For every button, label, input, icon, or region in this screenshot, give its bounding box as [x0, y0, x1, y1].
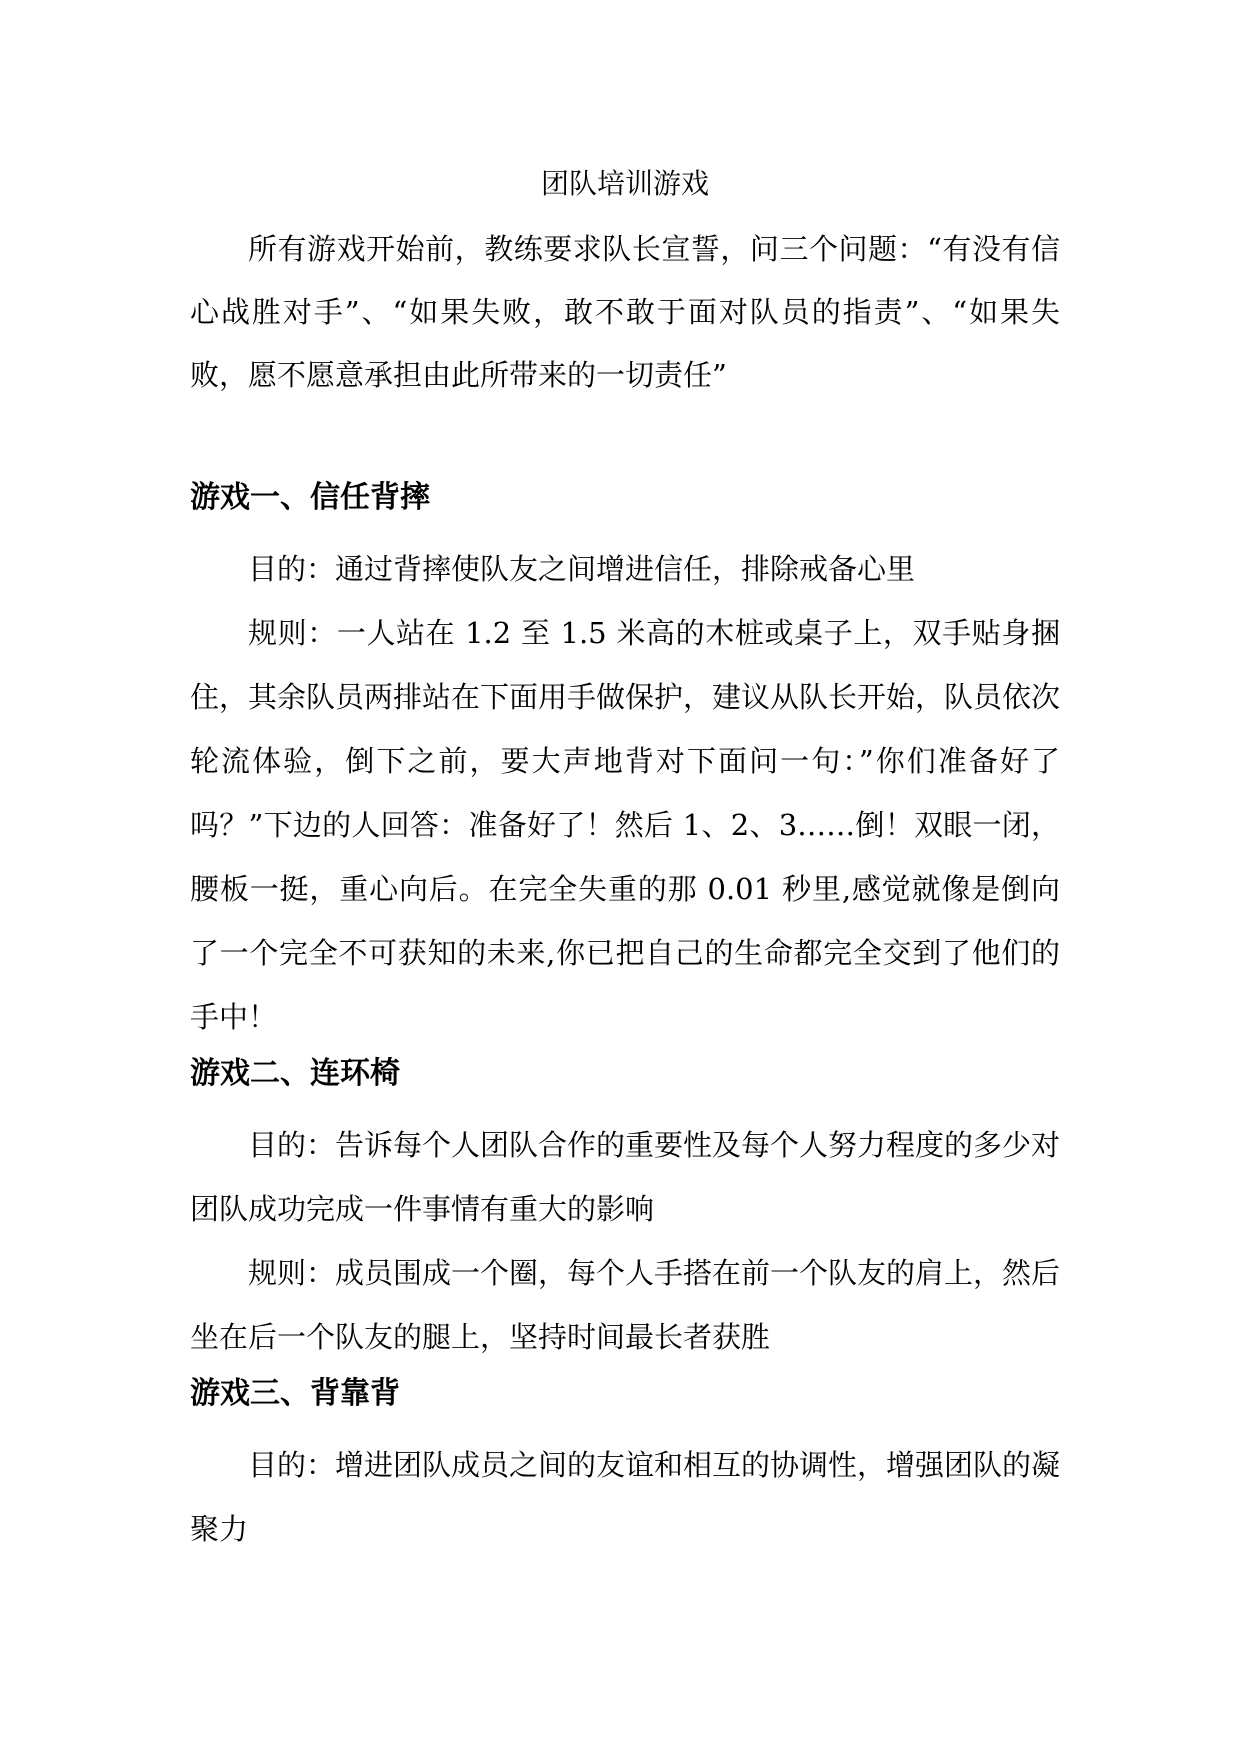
- document-title: 团队培训游戏: [540, 167, 709, 200]
- document-page: [190, 160, 1060, 1561]
- intro-paragraph: 所有游戏开始前，教练要求队长宣誓，问三个问题：“有没有信心战胜对手”、“如果失败，敢不敢于面对队员的指责”、“如果失败，愿不愿意承担由此所带来的一切责任”: [190, 232, 1060, 392]
- section-game-three: [190, 1369, 1060, 1561]
- section-rules: 规则：成员围成一个圈，每个人手搭在前一个队友的肩上，然后坐在后一个队友的腿上，坚持时间最长者获胜: [190, 1256, 1061, 1354]
- section-heading: 游戏二、连环椅: [190, 1056, 400, 1091]
- section-purpose: 目的：增进团队成员之间的友谊和相互的协调性，增强团队的凝聚力: [190, 1448, 1061, 1546]
- section-purpose: 目的：告诉每个人团队合作的重要性及每个人努力程度的多少对团队成功完成一件事情有重大的影响: [190, 1128, 1061, 1226]
- section-purpose: 目的：通过背摔使队友之间增进信任，排除戒备心里: [248, 552, 916, 586]
- section-rules: 规则：一人站在 1.2 至 1.5 米高的木桩或桌子上，双手贴身捆住，其余队员两排站在下面用手做保护，建议从队长开始，队员依次轮流体验，倒下之前，要大声地背对下面问一句：”你们准备好了吗？”下边的人回答：准备好了！然后 1、2、3……倒！双眼一闭，腰板一挺，重心向后。在完全失重的那 0.01 秒里,感觉就像是倒向了一个完全不可获知的未来,你已把自己的生命都完全交到了他们的手中！: [190, 616, 1061, 1034]
- section-spacer: [190, 407, 1060, 473]
- section-heading: 游戏一、信任背摔: [190, 480, 430, 515]
- section-game-two: [190, 1049, 1060, 1369]
- section-game-one: [190, 473, 1060, 1049]
- section-heading: 游戏三、背靠背: [190, 1376, 400, 1411]
